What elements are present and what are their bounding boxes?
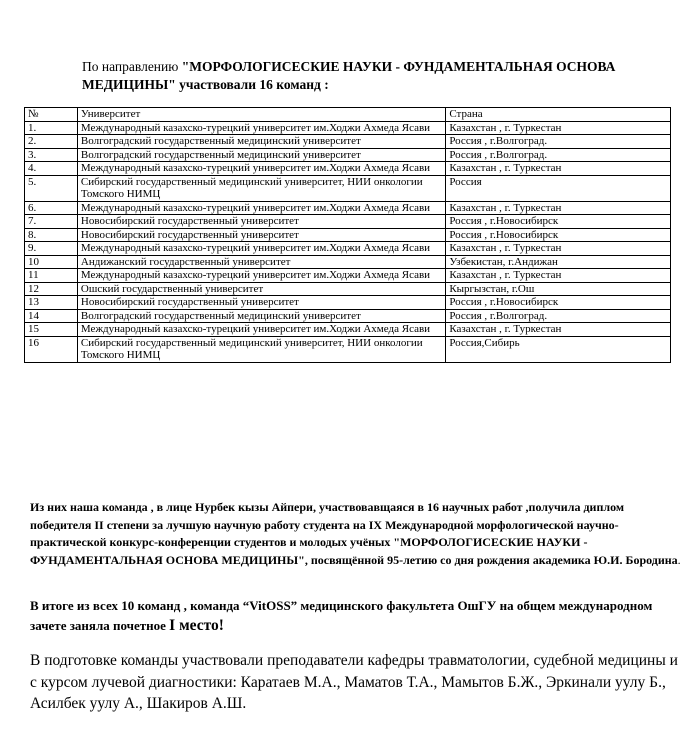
row-country: Россия , г.Волгоград. [446,309,671,323]
row-country: Казахстан , г. Туркестан [446,121,671,135]
table-row [25,323,671,337]
table-row [25,215,671,229]
ranking-text: В итоге из всех 10 команд , команда “VitOSS” медицинского факультета ОшГУ на общем международном зачете заняла почетное [30,598,653,633]
row-num: 6. [25,201,78,215]
header-country: Страна [446,108,671,122]
row-num: 1. [25,121,78,135]
row-num: 16 [25,336,78,362]
row-num: 4. [25,162,78,176]
row-country: Казахстан , г. Туркестан [446,242,671,256]
table-row [25,269,671,283]
row-university: Волгоградский государственный медицинский университет [77,135,445,149]
header-num: № [25,108,78,122]
header-university: Университет [77,108,445,122]
row-num: 2. [25,135,78,149]
table-row [25,309,671,323]
table-row [25,135,671,149]
row-country: Казахстан , г. Туркестан [446,269,671,283]
table-row [25,162,671,176]
row-university: Новосибирский государственный университет [77,296,445,310]
row-country: Казахстан , г. Туркестан [446,323,671,337]
row-university: Новосибирский государственный университет [77,215,445,229]
teachers-paragraph: В подготовке команды участвовали преподаватели кафедры травматологии, судебной медицины и с курсом лучевой диагностики: Каратаев М.А., Маматов Т.А., Мамытов Б.Ж., Эркинали уулу Б., Асилбек уулу А., Шакиров А.Ш. [30,652,678,712]
row-country: Россия , г.Новосибирск [446,215,671,229]
row-university: Международный казахско-турецкий университет им.Ходжи Ахмеда Ясави [77,162,445,176]
row-university: Международный казахско-турецкий университет им.Ходжи Ахмеда Ясави [77,323,445,337]
row-university: Волгоградский государственный медицинский университет [77,148,445,162]
heading-prefix: По направлению [82,59,182,74]
row-university: Сибирский государственный медицинский университет, НИИ онкологии Томского НИМЦ [77,175,445,201]
row-num: 3. [25,148,78,162]
table-row [25,175,671,201]
table-row [25,121,671,135]
row-num: 7. [25,215,78,229]
row-num: 14 [25,309,78,323]
row-university: Сибирский государственный медицинский университет, НИИ онкологии Томского НИМЦ [77,336,445,362]
row-num: 8. [25,228,78,242]
result-paragraph [30,499,686,569]
ranking-paragraph [30,596,686,636]
table-row [25,148,671,162]
row-country: Казахстан , г. Туркестан [446,162,671,176]
row-university: Новосибирский государственный университет [77,228,445,242]
table-row [25,255,671,269]
row-university: Андижанский государственный университет [77,255,445,269]
table-row [25,336,671,362]
row-university: Международный казахско-турецкий университет им.Ходжи Ахмеда Ясави [77,201,445,215]
row-country: Узбекистан, г.Андижан [446,255,671,269]
row-country: Россия,Сибирь [446,336,671,362]
row-university: Международный казахско-турецкий университет им.Ходжи Ахмеда Ясави [77,242,445,256]
row-num: 5. [25,175,78,201]
table-row [25,296,671,310]
row-num: 10 [25,255,78,269]
table-row [25,228,671,242]
row-country: Россия , г.Новосибирск [446,228,671,242]
ranking-place: I место! [169,617,224,634]
table-row [25,201,671,215]
document-heading [82,58,672,94]
row-university: Волгоградский государственный медицинский университет [77,309,445,323]
result-tail: . [677,552,681,567]
row-country: Кыргызстан, г.Ош [446,282,671,296]
table-row [25,242,671,256]
row-country: Казахстан , г. Туркестан [446,201,671,215]
row-country: Россия , г.Волгоград. [446,135,671,149]
row-num: 9. [25,242,78,256]
result-text: Из них наша команда , в лице Нурбек кызы Айпери, участвовавщаяся в 16 научных работ ,получила диплом победителя II степени за лучшую научную работу студента на IX Международной морфологической научно-практической конкурс-конференции студентов и молодых учёных "МОРФОЛОГИСЕСКИЕ НАУКИ - ФУНДАМЕНТАЛЬНАЯ ОСНОВА МЕДИЦИНЫ", посвящённой 95-летию со дня рождения академика Ю.И. Бородина [30,500,678,567]
row-num: 11 [25,269,78,283]
row-num: 15 [25,323,78,337]
heading-title: "МОРФОЛОГИСЕСКИЕ НАУКИ - ФУНДАМЕНТАЛЬНАЯ ОСНОВА МЕДИЦИНЫ" участвовали 16 команд : [82,59,616,92]
row-num: 12 [25,282,78,296]
row-country: Россия , г.Новосибирск [446,296,671,310]
row-country: Россия [446,175,671,201]
teams-table [24,107,671,363]
row-university: Международный казахско-турецкий университет им.Ходжи Ахмеда Ясави [77,269,445,283]
row-university: Ошский государственный университет [77,282,445,296]
row-num: 13 [25,296,78,310]
row-country: Россия , г.Волгоград. [446,148,671,162]
table-header-row [25,108,671,122]
row-university: Международный казахско-турецкий университет им.Ходжи Ахмеда Ясави [77,121,445,135]
table-row [25,282,671,296]
